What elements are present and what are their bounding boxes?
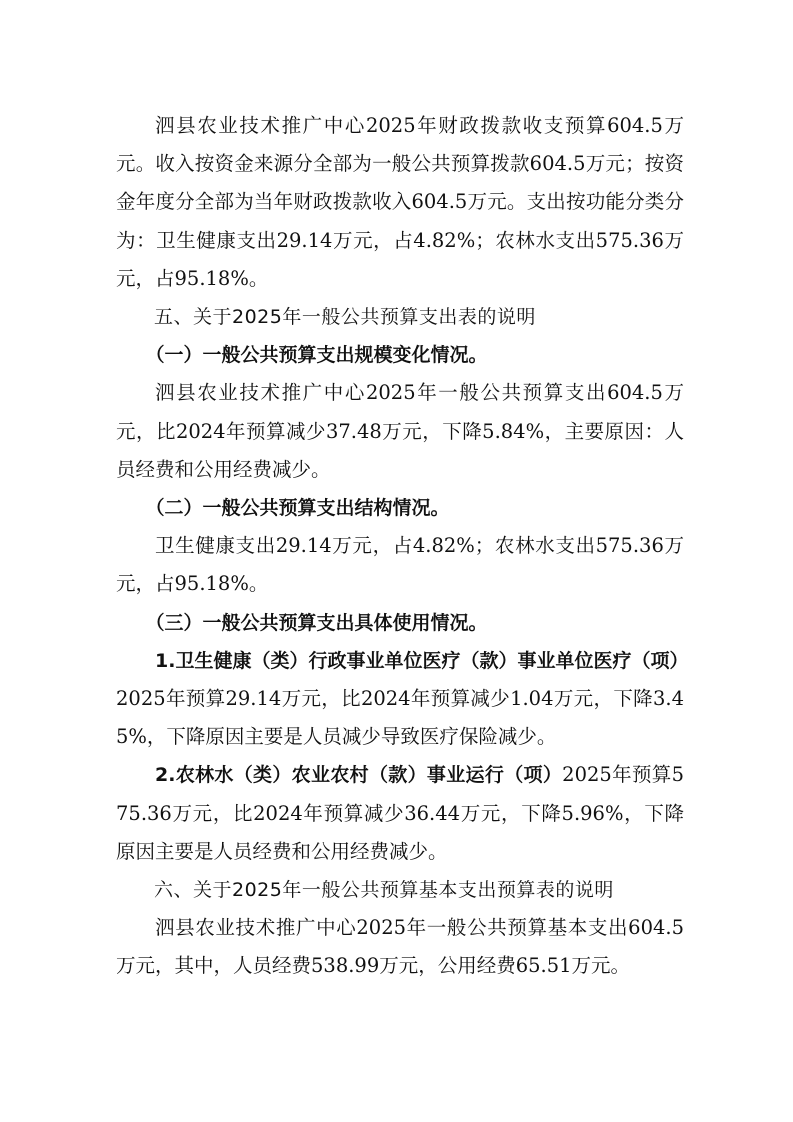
paragraph-scale-change: 泗县农业技术推广中心2025年一般公共预算支出604.5万元，比2024年预算减少37.48万元，下降5.84%，主要原因：人员经费和公用经费减少。 — [116, 381, 684, 481]
item-1-title: 1.卫生健康（类）行政事业单位医疗（款）事业单位医疗（项） — [155, 649, 689, 672]
paragraph-basic-expenditure: 泗县农业技术推广中心2025年一般公共预算基本支出604.5万元，其中，人员经费538.99万元，公用经费65.51万元。 — [116, 916, 684, 978]
item-2-text: 2025年预算575.36万元，比2024年预算减少36.44万元，下降5.96%，下降原因主要是人员经费和公用经费减少。 — [116, 763, 684, 863]
paragraph-item-1 — [116, 642, 689, 757]
section-heading-6: 六、关于2025年一般公共预算基本支出预算表的说明 — [154, 879, 614, 902]
subheading-structure: （二）一般公共预算支出结构情况。 — [145, 497, 450, 520]
paragraph-budget-summary: 泗县农业技术推广中心2025年财政拨款收支预算604.5万元。收入按资金来源分全部为一般公共预算拨款604.5万元；按资金年度分全部为当年财政拨款收入604.5万元。支出按功能分类分为：卫生健康支出29.14万元，占4.82%；农林水支出575.36万元，占95.18%。 — [116, 114, 684, 290]
subheading-specific-use: （三）一般公共预算支出具体使用情况。 — [145, 611, 488, 634]
section-heading-5: 五、关于2025年一般公共预算支出表的说明 — [154, 306, 536, 329]
item-2-title: 2.农林水（类）农业农村（款）事业运行（项） — [155, 764, 563, 787]
paragraph-structure: 卫生健康支出29.14万元，占4.82%；农林水支出575.36万元，占95.18%。 — [116, 534, 684, 596]
subheading-scale-change: （一）一般公共预算支出规模变化情况。 — [145, 344, 488, 367]
document-page — [116, 107, 689, 986]
item-1-text: 2025年预算29.14万元，比2024年预算减少1.04万元，下降3.45%，下降原因主要是人员减少导致医疗保险减少。 — [116, 687, 684, 749]
paragraph-item-2 — [116, 756, 684, 871]
